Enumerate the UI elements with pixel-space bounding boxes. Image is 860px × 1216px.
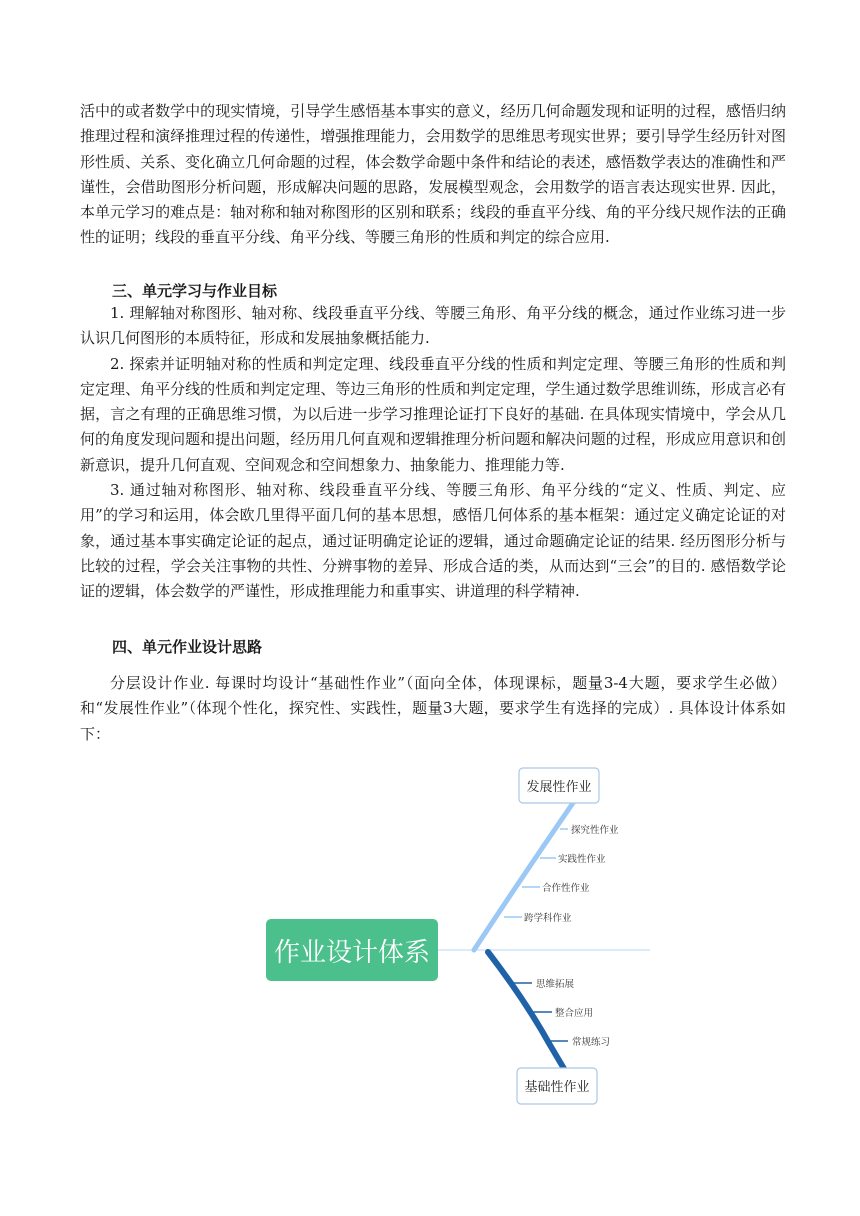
intro-paragraph: 活中的或者数学中的现实情境，引导学生感悟基本事实的意义，经历几何命题发现和证明的过程，感悟归纳推理过程和演绎推理过程的传递性，增强推理能力，会用数学的思维思考现实世界；要引导学生经历针对图形性质、关系、变化确立几何命题的过程，体会数学命题中条件和结论的表述，感悟数学表达的准确性和严谨性，会借助图形分析问题，形成解决问题的思路，发展模型观念，会用数学的语言表达现实世界. 因此，本单元学习的难点是：轴对称和轴对称图形的区别和联系；线段的垂直平分线、角的平分线尺规作法的正确性的证明；线段的垂直平分线、角平分线、等腰三角形的性质和判定的综合应用.	[80, 102, 786, 247]
goal-item-2: 2. 探索并证明轴对称的性质和判定定理、线段垂直平分线的性质和判定定理、等腰三角形的性质和判定定理、角平分线的性质和判定定理、等边三角形的性质和判定定理，学生通过数学思维训练，形成言必有据，言之有理的正确思维习惯，为以后进一步学习推理论证打下良好的基础. 在具体现实情境中，学会从几何的角度发现问题和提出问题，经历用几何直观和逻辑推理分析问题和解决问题的过程，形成应用意识和创新意识，提升几何直观、空间观念和空间想象力、抽象能力、推理能力等.	[80, 354, 786, 474]
lower-child-3: 常规练习	[572, 1037, 611, 1048]
section4-heading: 四、单元作业设计思路	[112, 638, 263, 656]
upper-child-1: 探究性作业	[571, 825, 619, 836]
upper-child-3: 合作性作业	[542, 883, 590, 894]
design-paragraph: 分层设计作业. 每课时均设计“基础性作业”（面向全体，体现课标，题量3-4大题，要求学生必做）和“发展性作业”（体现个性化，探究性、实践性，题量3大题，要求学生有选择的完成）. 具体设计体系如下：	[80, 674, 786, 743]
upper-branch-line	[474, 800, 575, 950]
upper-child-4: 跨学科作业	[524, 913, 572, 924]
upper-branch-label: 发展性作业	[526, 780, 592, 795]
lower-child-2: 整合应用	[555, 1008, 594, 1019]
goal-item-1: 1. 理解轴对称图形、轴对称、线段垂直平分线、等腰三角形、角平分线的概念，通过作业练习进一步认识几何图形的本质特征，形成和发展抽象概括能力.	[80, 304, 786, 348]
root-label: 作业设计体系	[273, 938, 431, 968]
section3-heading: 三、单元学习与作业目标	[112, 282, 278, 300]
goal-item-3: 3. 通过轴对称图形、轴对称、线段垂直平分线、等腰三角形、角平分线的“定义、性质、判定、应用”的学习和运用，体会欧几里得平面几何的基本思想，感悟几何体系的基本框架：通过定义确定论证的对象，通过基本事实确定论证的起点，通过证明确定论证的逻辑，通过命题确定论证的结果. 经历图形分析与比较的过程，学会关注事物的共性、分辨事物的差异、形成合适的类，从而达到“三会”的目的. 感悟数学论证的逻辑，体会数学的严谨性，形成推理能力和重事实、讲道理的科学精神.	[80, 481, 786, 601]
upper-child-2: 实践性作业	[558, 854, 606, 865]
lower-child-1: 思维拓展	[536, 979, 575, 990]
lower-branch-label: 基础性作业	[524, 1080, 590, 1095]
